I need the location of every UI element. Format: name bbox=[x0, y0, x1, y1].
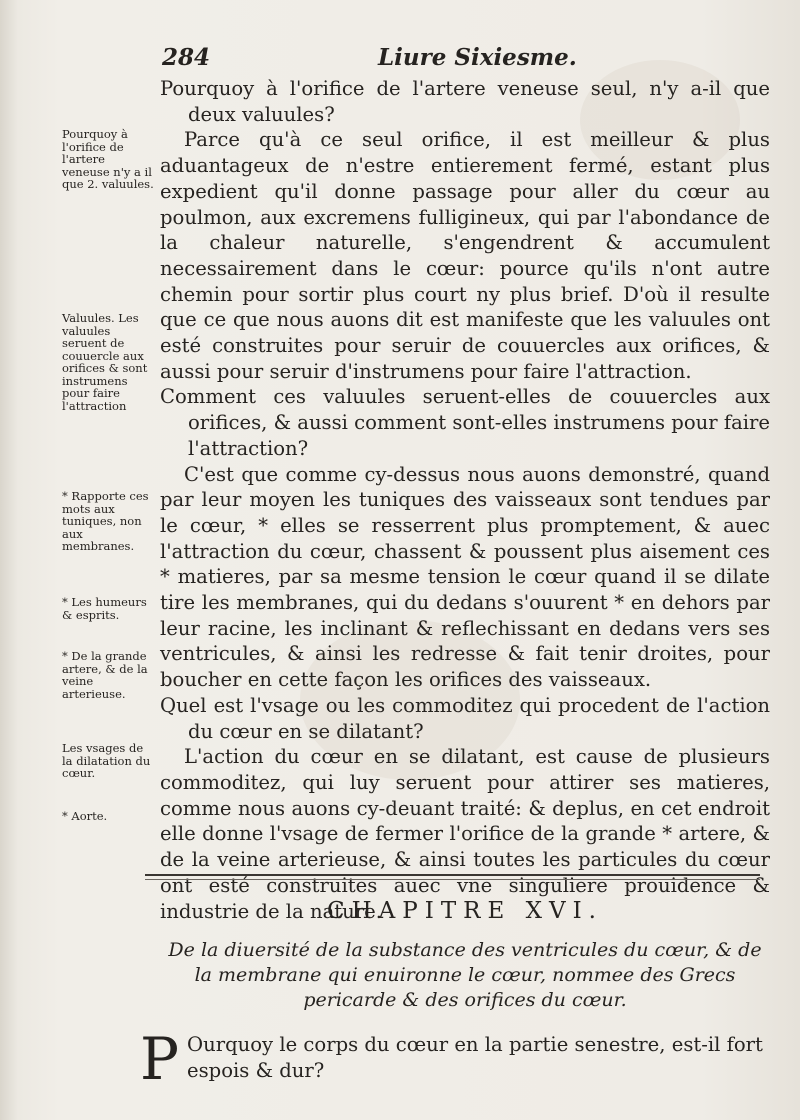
paragraph-text: Ourquoy le corps du cœur en la partie senestre, est-il fort espois & dur? bbox=[187, 1033, 763, 1082]
running-title: Liure Sixiesme. bbox=[378, 44, 577, 71]
chapter-first-paragraph bbox=[140, 1025, 770, 1093]
margin-note: Pourquoy à l'orifice de l'artere veneuse n'y a il que 2. valuules. bbox=[62, 127, 154, 191]
drop-cap: P bbox=[140, 1025, 180, 1093]
answer-paragraph: L'action du cœur en se dilatant, est cause de plusieurs commoditez, qui luy seruent pour attirer ses matieres, comme nous auons cy-deuant traité: & deplus, en cet endroit elle donne l'vsage de fermer l'orifice de la grande * artere, & de la veine arterieuse, & ainsi toutes les particules du cœur ont esté construites auec vne singuliere prouidence & industrie de la nature. bbox=[160, 745, 770, 923]
margin-note: * Rapporte ces mots aux tuniques, non aux membranes. bbox=[62, 489, 149, 553]
question-paragraph: Pourquoy à l'orifice de l'artere veneuse seul, n'y a-il que deux valuules? bbox=[160, 77, 770, 126]
margin-note: * De la grande artere, & de la veine arterieuse. bbox=[62, 649, 148, 701]
question-paragraph: Comment ces valuules seruent-elles de couuercles aux orifices, & aussi comment sont-elles instrumens pour faire l'attraction? bbox=[160, 385, 770, 460]
margin-note: * Les humeurs & esprits. bbox=[62, 595, 147, 622]
chapter-subtitle: De la diuersité de la substance des ventricules du cœur, & de la membrane qui enuironne le cœur, nommee des Grecs pericarde & des orifices du cœur. bbox=[168, 939, 762, 1011]
margin-note: * Aorte. bbox=[62, 809, 108, 823]
page-header bbox=[160, 44, 760, 74]
page-number: 284 bbox=[162, 44, 211, 71]
divider-rule bbox=[145, 879, 760, 880]
answer-paragraph: C'est que comme cy-dessus nous auons demonstré, quand par leur moyen les tuniques des vaisseaux sont tendues par le cœur, * elles se resserrent plus promptement, & auec l'attraction du cœur, chassent & poussent plus aisement ces * matieres, par sa mesme tension le cœur quand il se dilate tire les membranes, qui du dedans s'ouurent * en dehors par leur racine, les inclinant & reflechissant en dedans vers ses ventricules, & ainsi les redresse & fait tenir droites, pour boucher en cette façon les orifices des vaisseaux. bbox=[160, 462, 770, 692]
question-paragraph: Quel est l'vsage ou les commoditez qui procedent de l'action du cœur en se dilatant? bbox=[160, 693, 770, 743]
answer-paragraph: Parce qu'à ce seul orifice, il est meilleur & plus aduantageux de n'estre entierement fermé, estant plus expedient qu'il donne passage pour aller du cœur au poulmon, aux excremens fulligineux, qui par l'abondance de la chaleur naturelle, s'engendrent & accumulent necessairement dans le cœur: pource qu'ils n'ont autre chemin pour sortir plus court ny plus brief. D'où il resulte que ce que nous auons dit est manifeste que les valuules ont esté construites pour seruir de couuercles aux orifices, & aussi pour seruir d'instrumens pour faire l'attraction. bbox=[160, 128, 770, 383]
margin-note: Les vsages de la dilatation du cœur. bbox=[62, 741, 151, 780]
margin-note: Valuules. Les valuules seruent de couuercle aux orifices & sont instrumens pour faire l'attraction bbox=[62, 311, 148, 413]
chapter-heading: CHAPITRE XVI. bbox=[327, 898, 603, 924]
main-text bbox=[160, 76, 770, 924]
divider-rule bbox=[145, 874, 760, 876]
